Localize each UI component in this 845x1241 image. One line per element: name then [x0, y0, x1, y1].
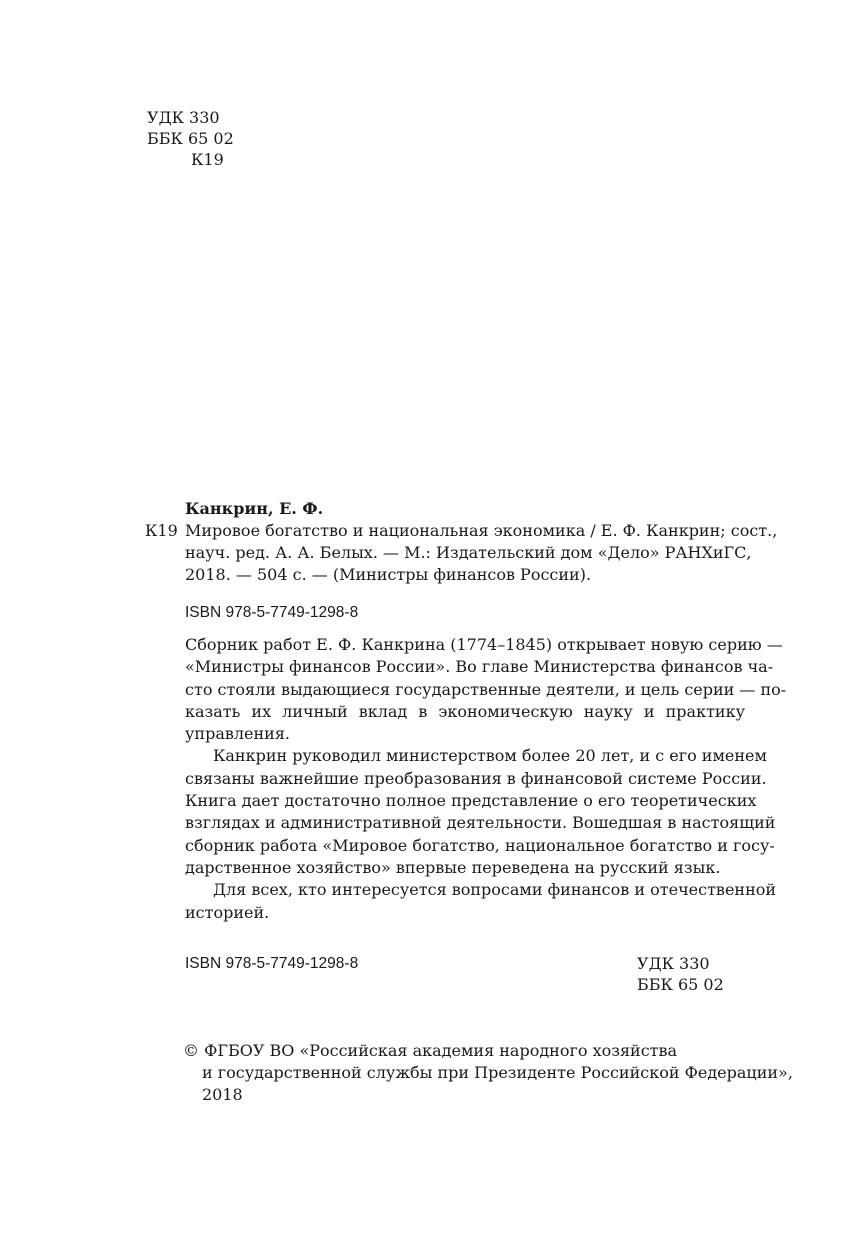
- abstract-line: казать их личный вклад в экономическую науку и практику: [185, 701, 745, 721]
- classification-codes-bottom: [637, 953, 724, 995]
- bbk-code: ББК 65 02: [637, 975, 724, 994]
- author-heading: Канкрин, Е. Ф.: [185, 499, 324, 518]
- abstract-line: связаны важнейшие преобразования в финансовой системе России.: [185, 768, 767, 788]
- biblio-line: Мировое богатство и национальная экономика / Е. Ф. Канкрин; сост.,: [185, 521, 778, 540]
- abstract-line: сто стояли выдающиеся государственные деятели, и цель серии — по-: [185, 679, 787, 699]
- abstract-line: взглядах и административной деятельности. Вошедшая в настоящий: [185, 813, 776, 833]
- udk-code: УДК 330: [147, 108, 220, 127]
- abstract-line: «Министры финансов России». Во главе Министерства финансов ча-: [185, 657, 774, 677]
- abstract-line: Канкрин руководил министерством более 20 лет, и с его именем: [213, 746, 767, 766]
- copyright-line: 2018: [202, 1085, 243, 1104]
- abstract-line: историей.: [185, 902, 270, 922]
- isbn-entry: ISBN 978-5-7749-1298-8: [185, 604, 359, 621]
- classification-codes-top: [147, 107, 234, 170]
- abstract-line: сборник работа «Мировое богатство, национальное богатство и госу-: [185, 835, 775, 855]
- abstract-line: Сборник работ Е. Ф. Канкрина (1774–1845) открывает новую серию —: [185, 635, 783, 654]
- abstract: [185, 634, 787, 924]
- abstract-line: Для всех, кто интересуется вопросами финансов и отечественной: [213, 880, 777, 900]
- abstract-line: Книга дает достаточно полное представление о его теоретических: [185, 791, 757, 811]
- copyright-notice: [183, 1040, 793, 1106]
- bbk-code: ББК 65 02: [147, 129, 234, 148]
- copyright-line: © ФГБОУ ВО «Российская академия народного хозяйства: [183, 1041, 678, 1060]
- udk-code: УДК 330: [637, 954, 710, 973]
- biblio-line: науч. ред. А. А. Белых. — М.: Издательский дом «Дело» РАНХиГС,: [185, 543, 752, 562]
- author-mark: К19: [191, 150, 224, 169]
- abstract-line: управления.: [185, 724, 291, 744]
- copyright-line: и государственной службы при Президенте Российской Федерации»,: [202, 1063, 793, 1082]
- biblio-line: 2018. — 504 с. — (Министры финансов России).: [185, 565, 592, 584]
- author-mark-side: К19: [145, 521, 178, 540]
- abstract-line: дарственное хозяйство» впервые переведена на русский язык.: [185, 857, 721, 877]
- isbn-footer: ISBN 978-5-7749-1298-8: [185, 955, 359, 972]
- bibliographic-description: [185, 520, 778, 586]
